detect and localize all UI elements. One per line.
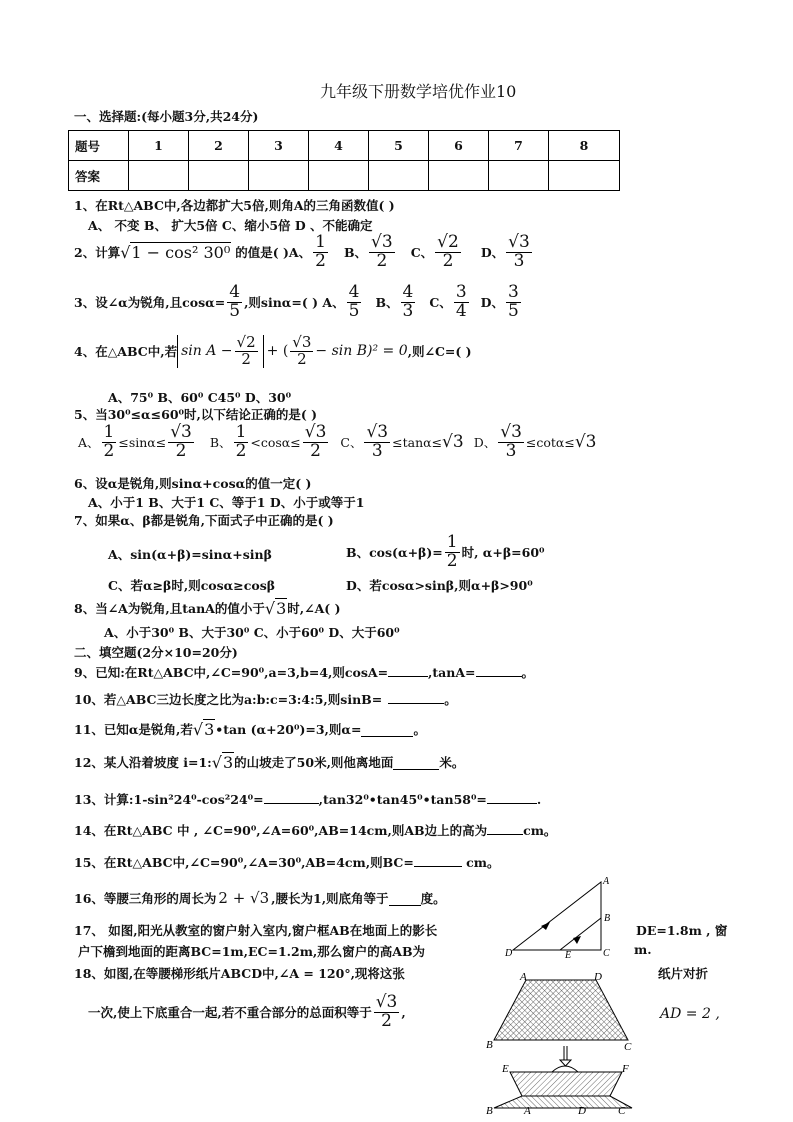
ray-line [560,918,601,950]
option-a-fraction [313,234,328,271]
ray-arrow-icon [573,936,581,944]
label-e: E [565,950,572,961]
answer-blank[interactable] [361,722,413,737]
question-16-text: 16、等腰三角形的周长为 [74,891,217,906]
denominator: 2 [310,440,321,461]
table-header-cell: 题号 [69,131,129,161]
numerator: 1 [315,232,326,252]
question-4 [74,335,472,368]
label-d-folded: D [578,1105,586,1117]
answer-cell[interactable] [249,161,309,191]
question-8 [74,598,341,618]
answer-cell[interactable] [189,161,249,191]
question-18-line-2: 一次,使上下底重合一起,若不重合部分的总面积等于 $\frac{√3}{2}$ , [88,992,406,1031]
equation-rest: − sin B)² = 0 [315,343,408,360]
option-c-label: C、 [410,245,434,261]
question-number-cell: 3 [249,131,309,161]
label-d: D [505,948,513,959]
answer-blank[interactable] [389,891,421,906]
option-d-label: D、 [480,245,505,261]
fraction [303,424,329,461]
question-14-end: cm。 [523,823,557,838]
fraction [498,424,524,461]
question-4-options: A、75⁰ B、60⁰ C45⁰ D、30⁰ [108,390,292,405]
radicand: 3 [222,753,234,772]
label-c-folded: C [618,1105,626,1117]
numerator: √3 [500,422,522,442]
answer-blank[interactable] [388,676,428,677]
question-number-cell: 6 [429,131,489,161]
answer-blank[interactable] [388,703,444,704]
fraction [234,424,249,461]
sqrt-3: √3 [264,599,287,618]
answer-cell[interactable] [309,161,369,191]
numerator: 1 [103,422,115,442]
question-11-text-b: •tan (α+20⁰)=3,则α= [215,722,362,737]
denominator: 2 [442,250,454,271]
sqrt-3: √3 [192,720,215,739]
answer-table-header-row [69,131,620,161]
question-6-options: A、小于1 B、大于1 C、等于1 D、小于或等于1 [88,495,365,510]
label-b: B [486,1039,493,1051]
question-7-option-a: A、sin(α+β)=sinα+sinβ [108,547,272,562]
question-8-options: A、小于30⁰ B、大于30⁰ C、小于60⁰ D、大于60⁰ [104,625,400,640]
numerator: 4 [229,282,241,302]
question-7-option-d: D、若cosα>sinβ,则α+β>90⁰ [346,578,533,593]
answer-cell[interactable] [129,161,189,191]
question-number-cell: 2 [189,131,249,161]
denominator: 5 [348,300,360,321]
page-title: 九年级下册数学培优作业10 [320,82,517,101]
denominator: 2 [175,440,187,461]
numerator: √3 [304,422,327,442]
numerator: √2 [236,333,256,351]
denominator: 2 [241,349,251,368]
numerator: 3 [455,282,467,302]
trapezoid-abcd-crosshatch [494,980,628,1040]
question-10-text: 10、若△ABC三边长度之比为a:b:c=3:4:5,则sinB= [74,692,383,707]
question-14-text: 14、在Rt△ABC 中 , ∠C=90⁰,∠A=60⁰,AB=14cm,则AB边上的高为 [74,823,488,838]
question-18-line-2-text: 一次,使上下底重合一起,若不重合部分的总面积等于 [88,1005,372,1021]
absolute-value-expression [177,335,264,368]
question-16-end: 度。 [420,891,446,906]
question-12-text-b: 的山坡走了50米,则他离地面 [234,755,394,770]
denominator: 2 [297,349,307,368]
section-1-heading: 一、选择题:(每小题3分,共24分) [74,109,259,124]
question-8-tail: 时,∠A( ) [287,601,341,616]
question-3-lead: 3、设∠α为锐角,且cosα= [74,295,226,311]
fraction [102,424,117,461]
question-10-end: 。 [444,692,457,707]
question-17-line-1: 17、 如图,阳光从教室的窗户射入室内,窗户框AB在地面上的影长 [74,923,438,938]
numerator: 3 [507,282,519,302]
denominator: 3 [505,440,517,461]
question-13-text: 13、计算:1-sin²24⁰-cos²24⁰= [74,792,264,807]
answer-table-answer-row [69,161,620,191]
option-d-fraction [506,234,532,271]
down-arrow-icon [560,1060,571,1066]
label-a-folded: A [524,1105,531,1117]
question-5-options [78,424,597,461]
figure-17-window-shadow [505,874,625,960]
question-17-line-2-right: m. [634,942,652,957]
numerator: √3 [170,422,192,442]
denominator: 2 [446,550,458,571]
option-d-fraction [506,284,521,321]
question-9 [74,663,534,681]
one-half [445,534,460,571]
sqrt2-over-2 [235,335,258,368]
question-15 [74,853,500,871]
question-number-cell: 1 [129,131,189,161]
question-8-lead: 8、当∠A为锐角,且tanA的值小于 [74,601,265,616]
section-2-heading: 二、填空题(2分×10=20分) [74,645,238,660]
denominator: 2 [381,1010,392,1031]
denominator: 5 [229,300,241,321]
label-e: E [502,1063,509,1075]
question-16 [74,889,446,907]
shadow-triangle [513,882,601,950]
question-2 [74,234,534,271]
radicand: 3 [276,599,287,618]
question-12-text: 12、某人沿着坡度 i=1: [74,755,212,770]
question-5-stem: 5、当30⁰≤α≤60⁰时,以下结论正确的是( ) [74,407,318,422]
fraction [168,424,194,461]
question-13-text-b: ,tan32⁰•tan45⁰•tan58⁰= [318,792,487,807]
answer-cell[interactable] [429,161,489,191]
question-4-tail: ,则∠C=( ) [407,344,472,360]
question-number-cell: 5 [369,131,429,161]
denominator: 3 [371,440,383,461]
sqrt-3: √3 [211,753,234,772]
question-9-text-b: ,tanA= [428,665,476,680]
option-b-fraction [401,284,416,321]
inequality: <cosα≤ [250,434,301,450]
option-b-lead: B、cos(α+β)= [346,545,443,561]
sqrt-expression: √1 − cos² 30⁰ [120,243,231,263]
answer-blank[interactable] [476,676,522,677]
denominator: 3 [513,250,525,271]
denominator: 2 [235,440,247,461]
folded-shape [510,1072,622,1096]
label-d: D [594,971,602,983]
numerator: 1 [446,532,458,552]
question-12 [74,752,464,772]
label-b: B [604,913,611,924]
sqrt3-over-2 [290,335,313,368]
answer-blank[interactable] [487,834,523,835]
question-13 [74,790,541,808]
question-number-cell: 7 [489,131,549,161]
answer-cell[interactable] [369,161,429,191]
answer-blank[interactable] [264,803,319,804]
ray-arrow-icon [541,922,550,930]
option-b-tail: 时, α+β=60⁰ [461,545,545,561]
question-18-line-1: 18、如图,在等腰梯形纸片ABCD中,∠A = 120°,现将这张 [74,966,405,981]
numerator: 4 [402,282,414,302]
question-number-cell: 4 [309,131,369,161]
question-9-text: 9、已知:在Rt△ABC中,∠C=90⁰,a=3,b=4,则cosA= [74,665,389,680]
label-f: F [622,1063,629,1075]
question-12-end: 米。 [439,755,465,770]
label-b-folded: B [486,1105,493,1117]
answer-blank[interactable] [414,866,462,867]
plus-paren: + ( [266,343,289,360]
question-17-line-2: 户下檐到地面的距离BC=1m,EC=1.2m,那么窗户的高AB为 [78,944,426,959]
question-7-stem: 7、如果α、β都是锐角,下面式子中正确的是( ) [74,513,334,528]
question-11 [74,719,426,739]
answer-cell[interactable] [549,161,620,191]
question-11-text: 11、已知α是锐角,若 [74,722,193,737]
option-b-fraction [369,234,395,271]
perimeter-expression: 2 + √3 [218,889,270,907]
sqrt3: √3 [574,432,597,453]
question-10 [74,690,457,708]
numerator: √2 [437,232,459,252]
numerator: √3 [292,333,312,351]
answer-blank[interactable] [487,803,537,804]
question-15-end: cm。 [461,855,500,870]
option-c-label: C、 [340,435,363,451]
question-4-lead: 4、在△ABC中,若 [74,344,178,360]
option-b-label: B、 [375,295,399,311]
answer-table [68,130,620,191]
inequality: ≤tanα≤ [392,434,443,450]
question-6-stem: 6、设α是锐角,则sinα+cosα的值一定( ) [74,476,312,491]
numerator: √3 [508,232,530,252]
question-3 [74,284,523,321]
question-16-text-b: ,腰长为1,则底角等于 [271,891,389,906]
question-15-text: 15、在Rt△ABC中,∠C=90⁰,∠A=30⁰,AB=4cm,则BC= [74,855,414,870]
numerator: 1 [235,422,247,442]
denominator: 5 [507,300,519,321]
answer-blank[interactable] [393,755,439,770]
denominator: 4 [455,300,467,321]
numerator: √3 [366,422,389,442]
abs-left-text: sin A − [181,343,233,360]
question-2-tail: 的值是( )A、 [235,245,312,261]
inequality: ≤cotα≤ [525,434,575,450]
option-d-label: D、 [480,295,504,311]
option-c-fraction [454,284,469,321]
question-18-line-2-right: AD = 2 , [660,1006,720,1022]
question-9-end: 。 [521,665,535,680]
numerator: 4 [348,282,360,302]
option-d-label: D、 [473,435,497,451]
question-3-mid: ,则sinα=( ) A、 [244,295,345,311]
denominator: 2 [376,250,388,271]
folded-lower [494,1096,632,1108]
denominator: 2 [315,250,326,271]
answer-cell[interactable] [489,161,549,191]
question-7-option-b [346,534,545,571]
question-18-line-1-right: 纸片对折 [658,966,709,981]
denominator: 3 [402,300,414,321]
option-a-fraction [347,284,362,321]
question-14 [74,821,556,839]
question-17-line-1-right: DE=1.8m , 窗 [636,923,728,938]
label-a: A [520,971,527,983]
area-fraction [374,994,400,1031]
option-a-label: A、 [78,435,100,451]
option-b-label: B、 [343,245,368,261]
fraction [364,424,390,461]
question-number-cell: 8 [549,131,620,161]
label-c: C [624,1041,632,1053]
question-2-lead: 2、计算 [74,245,121,261]
sqrt3: √3 [442,432,464,453]
question-13-end: . [536,792,542,807]
radicand: 3 [204,720,215,739]
option-c-label: C、 [429,295,452,311]
given-fraction [227,284,242,321]
figure-18-trapezoid-fold [482,968,652,1118]
denominator: 2 [103,440,115,461]
question-11-end: 。 [413,722,426,737]
numerator: √3 [371,232,393,252]
label-c: C [603,948,610,959]
table-header-cell: 答案 [69,161,129,191]
inequality: ≤sinα≤ [118,434,167,450]
numerator: √3 [375,992,398,1012]
radicand: 1 − cos² 30⁰ [131,243,231,263]
question-1-options: A、 不变 B、 扩大5倍 C、缩小5倍 D 、不能确定 [88,218,373,233]
label-a: A [603,876,610,887]
fold-arc-icon [552,1066,578,1072]
question-7-option-c: C、若α≥β时,则cosα≥cosβ [108,578,276,593]
question-1-stem: 1、在Rt△ABC中,各边都扩大5倍,则角A的三角函数值( ) [74,198,395,213]
option-c-fraction [435,234,461,271]
option-b-label: B、 [209,435,232,451]
